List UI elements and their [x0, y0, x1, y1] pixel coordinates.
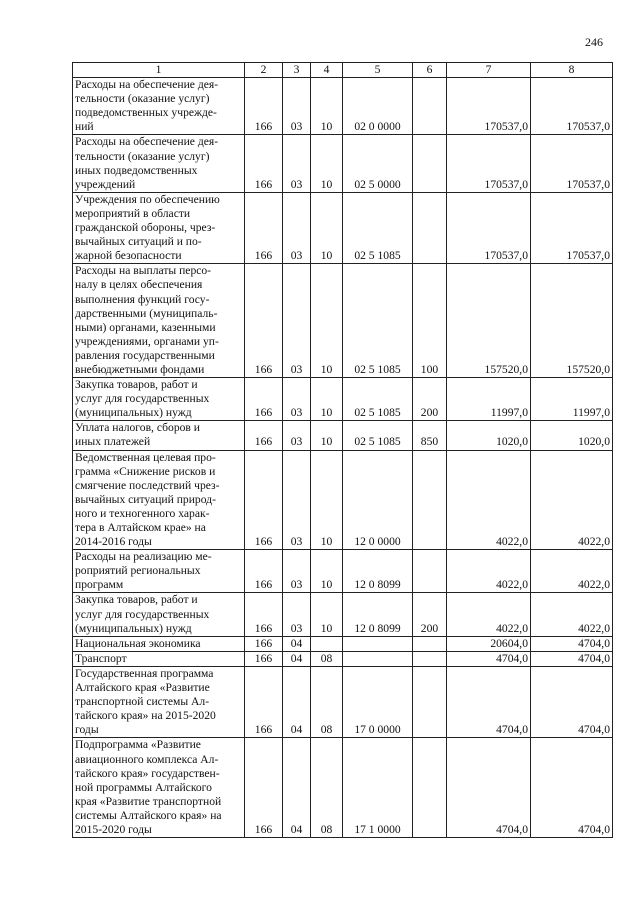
row-col-4: 10: [311, 450, 343, 550]
row-col-4: 10: [311, 378, 343, 421]
row-col-2: 166: [245, 264, 283, 378]
header-col-2: 2: [245, 63, 283, 78]
row-col-8: 1020,0: [531, 421, 613, 450]
row-col-3: 03: [283, 593, 311, 636]
row-col-5: 12 0 8099: [343, 593, 413, 636]
row-col-5: 17 0 0000: [343, 666, 413, 737]
table-row: [73, 738, 613, 838]
row-col-2: 166: [245, 550, 283, 593]
table-body: [73, 78, 613, 838]
row-col-5: 02 5 1085: [343, 192, 413, 263]
row-col-4: 08: [311, 666, 343, 737]
row-col-2: 166: [245, 651, 283, 666]
row-col-7: 4704,0: [447, 666, 531, 737]
row-col-4: [311, 636, 343, 651]
row-col-4: 10: [311, 593, 343, 636]
row-name: Расходы на реализацию ме- роприятий региональных программ: [73, 550, 245, 593]
table-row: [73, 636, 613, 651]
row-col-4: 10: [311, 550, 343, 593]
row-name: Государственная программа Алтайского края «Развитие транспортной системы Ал- тайского края» на 2015-2020 годы: [73, 666, 245, 737]
row-col-2: 166: [245, 421, 283, 450]
table-row: [73, 192, 613, 263]
row-col-2: 166: [245, 593, 283, 636]
row-col-7: 4704,0: [447, 738, 531, 838]
row-col-6: [413, 636, 447, 651]
row-col-8: 4022,0: [531, 450, 613, 550]
table-row: [73, 550, 613, 593]
row-col-8: 157520,0: [531, 264, 613, 378]
row-col-5: 02 5 1085: [343, 378, 413, 421]
row-col-5: [343, 651, 413, 666]
row-col-6: [413, 450, 447, 550]
row-col-5: 02 5 0000: [343, 135, 413, 192]
header-col-4: 4: [311, 63, 343, 78]
table-row: [73, 378, 613, 421]
row-col-8: 4704,0: [531, 666, 613, 737]
row-col-2: 166: [245, 135, 283, 192]
row-col-7: 4022,0: [447, 593, 531, 636]
row-col-7: 20604,0: [447, 636, 531, 651]
header-row: [73, 63, 613, 78]
row-name: Национальная экономика: [73, 636, 245, 651]
row-col-8: 4704,0: [531, 636, 613, 651]
row-col-7: 170537,0: [447, 192, 531, 263]
row-col-4: 10: [311, 192, 343, 263]
row-col-8: 170537,0: [531, 192, 613, 263]
header-col-6: 6: [413, 63, 447, 78]
row-col-4: 10: [311, 264, 343, 378]
row-col-5: 02 5 1085: [343, 264, 413, 378]
row-col-2: 166: [245, 738, 283, 838]
row-col-3: 03: [283, 550, 311, 593]
row-col-2: 166: [245, 636, 283, 651]
row-col-6: 100: [413, 264, 447, 378]
row-col-3: 03: [283, 78, 311, 135]
row-col-7: 170537,0: [447, 78, 531, 135]
row-col-8: 4704,0: [531, 738, 613, 838]
row-col-8: 4704,0: [531, 651, 613, 666]
row-col-7: 4022,0: [447, 450, 531, 550]
row-col-5: 12 0 8099: [343, 550, 413, 593]
table-row: [73, 78, 613, 135]
row-name: Ведомственная целевая про- грамма «Снижение рисков и смягчение последствий чрез- вычайных ситуаций природ- ного и техногенного харак- тера в Алтайском крае» на 2014-2016 годы: [73, 450, 245, 550]
row-col-6: [413, 666, 447, 737]
budget-table: [72, 62, 613, 838]
row-col-2: 166: [245, 666, 283, 737]
row-name: Учреждения по обеспечению мероприятий в области гражданской обороны, чрез- вычайных ситуаций и по- жарной безопасности: [73, 192, 245, 263]
row-col-7: 4704,0: [447, 651, 531, 666]
row-col-6: [413, 738, 447, 838]
row-name: Расходы на обеспечение дея- тельности (оказание услуг) подведомственных учрежде- ний: [73, 78, 245, 135]
row-col-8: 170537,0: [531, 135, 613, 192]
row-col-6: 200: [413, 593, 447, 636]
table-row: [73, 421, 613, 450]
row-col-5: 17 1 0000: [343, 738, 413, 838]
row-col-6: 850: [413, 421, 447, 450]
row-col-6: [413, 651, 447, 666]
row-col-4: 08: [311, 738, 343, 838]
row-col-8: 170537,0: [531, 78, 613, 135]
row-col-6: 200: [413, 378, 447, 421]
row-col-4: 10: [311, 421, 343, 450]
table-row: [73, 264, 613, 378]
row-col-5: 02 5 1085: [343, 421, 413, 450]
row-col-3: 03: [283, 421, 311, 450]
row-col-7: 11997,0: [447, 378, 531, 421]
row-col-2: 166: [245, 192, 283, 263]
row-col-3: 03: [283, 378, 311, 421]
table-row: [73, 651, 613, 666]
row-col-4: 10: [311, 78, 343, 135]
row-name: Расходы на выплаты персо- налу в целях обеспечения выполнения функций госу- дарственными (муниципаль- ными) органами, казенными учреждениями, органами уп- равления государственными внебюджетными фондами: [73, 264, 245, 378]
row-col-7: 4022,0: [447, 550, 531, 593]
table-row: [73, 450, 613, 550]
row-col-4: 10: [311, 135, 343, 192]
row-col-6: [413, 550, 447, 593]
row-col-8: 11997,0: [531, 378, 613, 421]
table-row: [73, 593, 613, 636]
row-col-3: 04: [283, 651, 311, 666]
row-col-3: 03: [283, 264, 311, 378]
page-number: 246: [585, 35, 603, 49]
row-col-3: 04: [283, 636, 311, 651]
row-name: Уплата налогов, сборов и иных платежей: [73, 421, 245, 450]
row-col-2: 166: [245, 378, 283, 421]
row-col-8: 4022,0: [531, 550, 613, 593]
header-col-5: 5: [343, 63, 413, 78]
row-col-3: 03: [283, 450, 311, 550]
table-row: [73, 135, 613, 192]
row-col-7: 1020,0: [447, 421, 531, 450]
row-name: Расходы на обеспечение дея- тельности (оказание услуг) иных подведомственных учреждений: [73, 135, 245, 192]
row-col-8: 4022,0: [531, 593, 613, 636]
row-col-7: 170537,0: [447, 135, 531, 192]
row-col-4: 08: [311, 651, 343, 666]
row-name: Подпрограмма «Развитие авиационного комплекса Ал- тайского края» государствен- ной программы Алтайского края «Развитие транспортной системы Алтайского края» на 2015-2020 годы: [73, 738, 245, 838]
row-col-2: 166: [245, 450, 283, 550]
row-col-5: 12 0 0000: [343, 450, 413, 550]
header-col-3: 3: [283, 63, 311, 78]
row-col-6: [413, 192, 447, 263]
row-col-7: 157520,0: [447, 264, 531, 378]
row-col-5: 02 0 0000: [343, 78, 413, 135]
row-name: Транспорт: [73, 651, 245, 666]
row-col-6: [413, 78, 447, 135]
row-col-2: 166: [245, 78, 283, 135]
row-name: Закупка товаров, работ и услуг для государственных (муниципальных) нужд: [73, 378, 245, 421]
row-col-3: 04: [283, 666, 311, 737]
row-col-3: 03: [283, 192, 311, 263]
row-name: Закупка товаров, работ и услуг для государственных (муниципальных) нужд: [73, 593, 245, 636]
header-col-1: 1: [73, 63, 245, 78]
row-col-5: [343, 636, 413, 651]
row-col-3: 04: [283, 738, 311, 838]
table-row: [73, 666, 613, 737]
row-col-3: 03: [283, 135, 311, 192]
header-col-7: 7: [447, 63, 531, 78]
row-col-6: [413, 135, 447, 192]
header-col-8: 8: [531, 63, 613, 78]
